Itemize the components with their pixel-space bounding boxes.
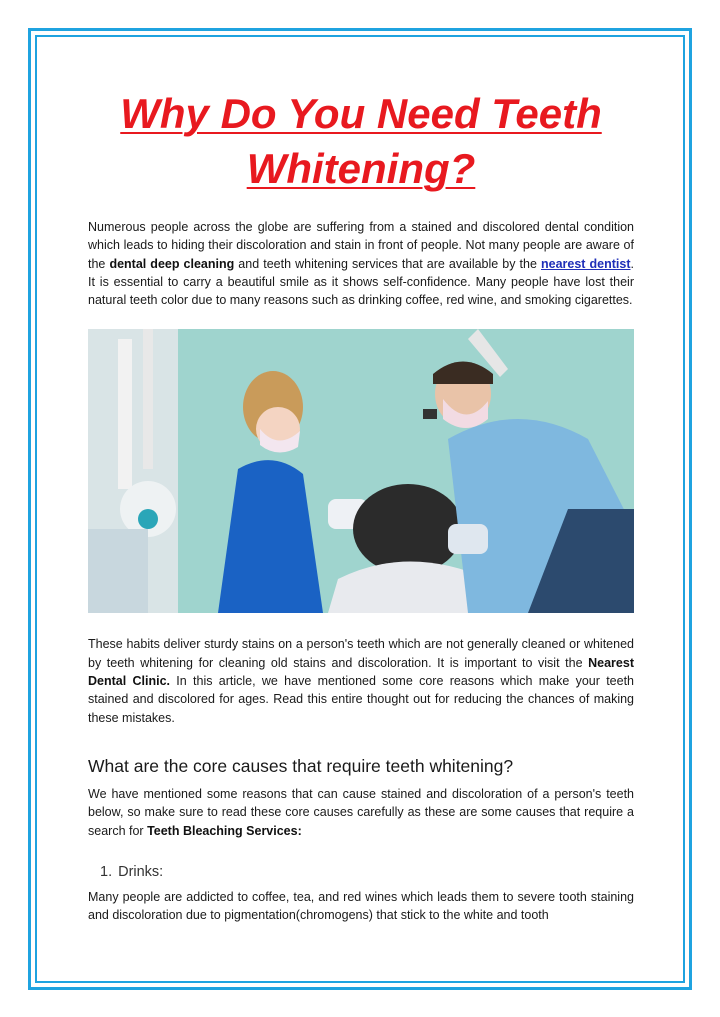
dental-clinic-photo	[88, 329, 634, 613]
causes-bold-teeth-bleaching: Teeth Bleaching Services:	[147, 823, 302, 838]
list-label: Drinks:	[118, 863, 164, 880]
causes-text-1: We have mentioned some reasons that can cause stained and discoloration of a person's teeth below, so make sure to read these core causes carefully as these are some causes that require a search for	[88, 786, 634, 838]
causes-paragraph	[88, 785, 634, 840]
nearest-dentist-link[interactable]: nearest dentist	[541, 256, 631, 271]
intro-text-1: Numerous people across the globe are suffering from a stained and discolored dental condition which leads to hiding their discoloration and stain in front of people. Not many people are aware of the	[88, 220, 634, 271]
document-content	[88, 86, 634, 924]
habits-text-1: These habits deliver sturdy stains on a person's teeth which are not generally cleaned or whitened by teeth whitening for cleaning old stains and discoloration. It is important to visit the	[88, 637, 634, 670]
section-heading: What are the core causes that require teeth whitening?	[88, 755, 514, 776]
habits-paragraph	[88, 635, 634, 726]
list-number: 1.	[100, 863, 113, 880]
intro-text-3: . It is essential to carry a beautiful smile as it shows self-confidence. Many people have lost their natural teeth color due to many reasons such as drinking coffee, red wine, and smoking cigarettes.	[88, 256, 634, 308]
list-item-drinks	[100, 862, 634, 882]
drinks-paragraph: Many people are addicted to coffee, tea, and red wines which leads them to severe tooth staining and discoloration due to pigmentation(chromogens) that stick to the white and tooth	[88, 889, 634, 923]
habits-text-2: In this article, we have mentioned some core reasons which make your teeth stained and discolored for ages. Read this entire thought out for reducing the chances of making these mistakes.	[88, 674, 635, 725]
dental-clinic-illustration	[88, 329, 634, 613]
intro-bold-dental-deep-cleaning: dental deep cleaning	[109, 256, 235, 271]
intro-text-2: and teeth whitening services that are available by the	[234, 256, 541, 271]
habits-bold-nearest-dental-clinic: Nearest Dental Clinic.	[88, 655, 634, 689]
intro-paragraph	[88, 218, 634, 309]
page-title: Why Do You Need Teeth Whitening?	[120, 90, 602, 192]
